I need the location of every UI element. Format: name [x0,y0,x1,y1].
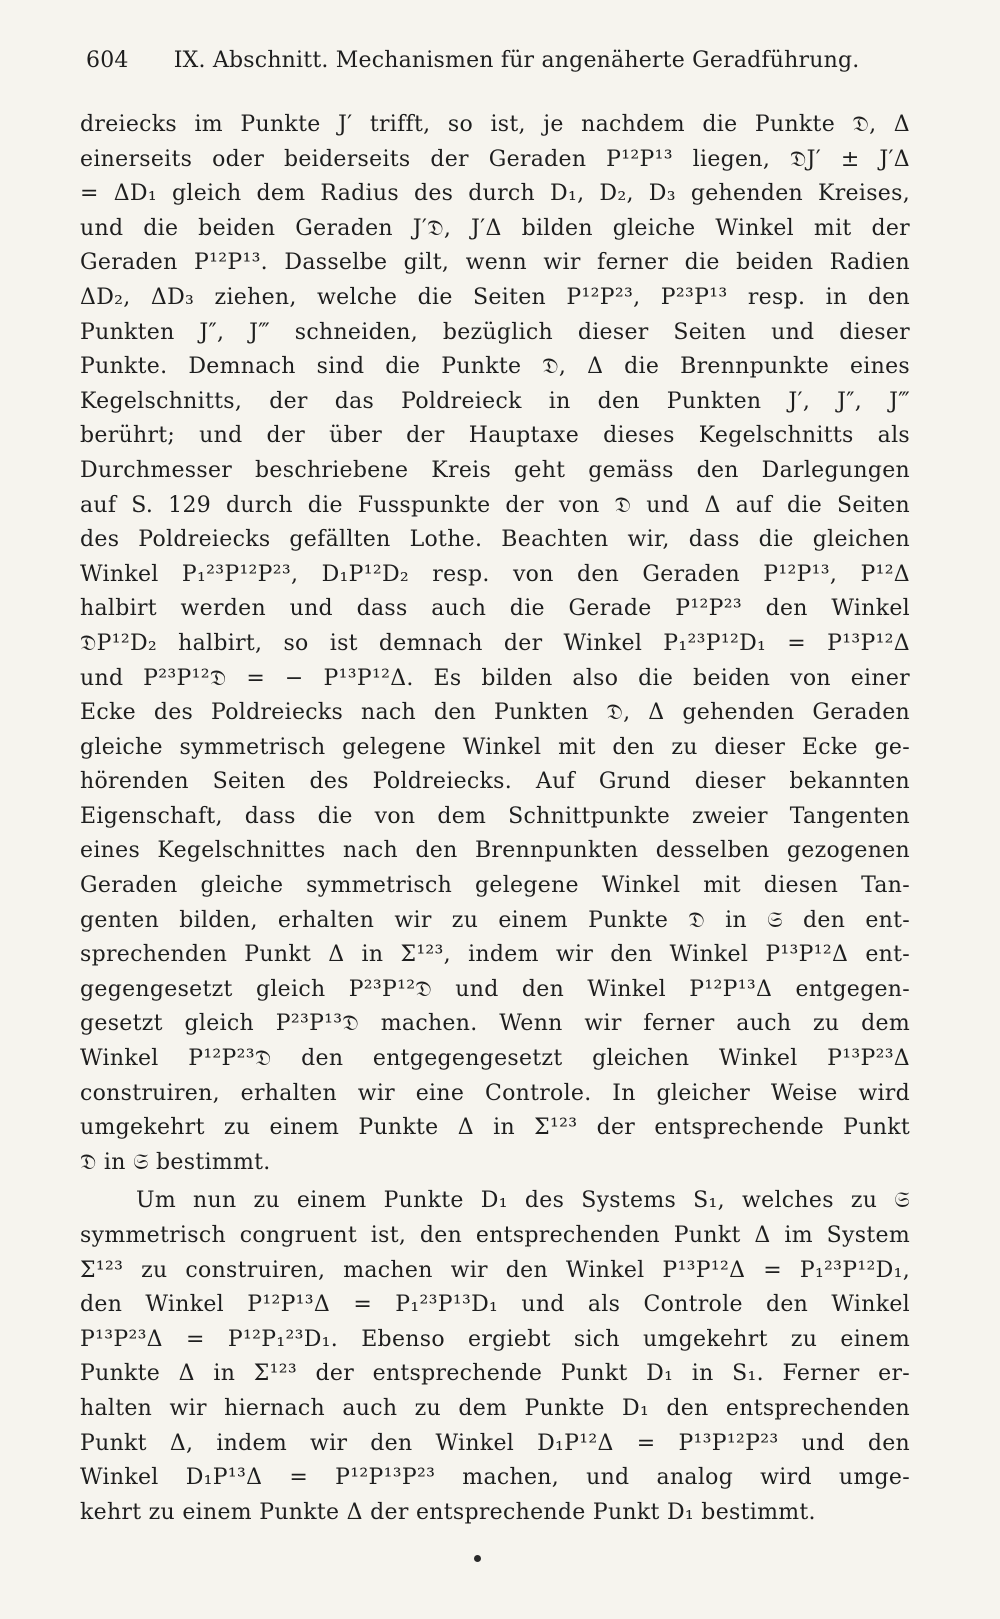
text-line: und P²³P¹²𝔇 = − P¹³P¹²Δ. Es bilden also die beiden von einer [80,665,910,691]
text-line: dreiecks im Punkte J′ trifft, so ist, je nachdem die Punkte 𝔇, Δ [80,112,910,137]
text-line: berührt; und der über der Hauptaxe dieses Kegelschnitts als [80,423,910,449]
text-line: Punkte Δ in Σ¹²³ der entsprechende Punkt D₁ in S₁. Ferner er- [80,1361,910,1387]
text-line: genten bilden, erhalten wir zu einem Punkte 𝔇 in 𝔖 den ent- [80,907,910,933]
text-line: Punkte. Demnach sind die Punkte 𝔇, Δ die Brennpunkte eines [80,354,910,380]
text-line: Durchmesser beschriebene Kreis geht gemäss den Darlegungen [80,457,910,483]
text-line: ΔD₂, ΔD₃ ziehen, welche die Seiten P¹²P²³, P²³P¹³ resp. in den [80,284,910,310]
text-line: Punkt Δ, indem wir den Winkel D₁P¹²Δ = P¹³P¹²P²³ und den [80,1430,910,1456]
paragraph-start-line: Um nun zu einem Punkte D₁ des Systems S₁, welches zu 𝔖 [136,1188,910,1214]
text-line: Ecke des Poldreiecks nach den Punkten 𝔇, Δ gehenden Geraden [80,700,910,726]
ink-speck [474,1555,481,1562]
text-line: Winkel P¹²P²³𝔇 den entgegengesetzt gleichen Winkel P¹³P²³Δ [80,1046,910,1072]
text-line: Winkel P₁²³P¹²P²³, D₁P¹²D₂ resp. von den Geraden P¹²P¹³, P¹²Δ [80,561,910,587]
text-line: construiren, erhalten wir eine Controle. In gleicher Weise wird [80,1080,910,1106]
paragraph-end-line: 𝔇 in 𝔖 bestimmt. [80,1149,271,1175]
text-line: eines Kegelschnittes nach den Brennpunkten desselben gezogenen [80,838,910,864]
running-header [86,48,859,73]
text-line: symmetrisch congruent ist, den entsprechenden Punkt Δ im System [80,1223,910,1248]
text-line: gesetzt gleich P²³P¹³𝔇 machen. Wenn wir ferner auch zu dem [80,1011,910,1037]
page-number: 604 [86,48,129,73]
text-line: gleiche symmetrisch gelegene Winkel mit den zu dieser Ecke ge- [80,734,910,760]
text-line: auf S. 129 durch die Fusspunkte der von 𝔇 und Δ auf die Seiten [80,492,910,518]
text-line: Σ¹²³ zu construiren, machen wir den Winkel P¹³P¹²Δ = P₁²³P¹²D₁, [80,1257,910,1283]
text-line: gegengesetzt gleich P²³P¹²𝔇 und den Winkel P¹²P¹³Δ entgegen- [80,976,910,1002]
text-line: halbirt werden und dass auch die Gerade P¹²P²³ den Winkel [80,596,910,622]
text-line: Punkten J″, J‴ schneiden, bezüglich dieser Seiten und dieser [80,319,910,345]
text-line: Geraden gleiche symmetrisch gelegene Winkel mit diesen Tan- [80,873,910,899]
page-body [80,108,910,1530]
running-title: IX. Abschnitt. Mechanismen für angenäherte Geradführung. [173,48,860,73]
text-line: P¹³P²³Δ = P¹²P₁²³D₁. Ebenso ergiebt sich umgekehrt zu einem [80,1326,910,1352]
text-line: Eigenschaft, dass die von dem Schnittpunkte zweier Tangenten [80,803,910,829]
text-line: = ΔD₁ gleich dem Radius des durch D₁, D₂, D₃ gehenden Kreises, [80,181,910,207]
text-line: hörenden Seiten des Poldreiecks. Auf Grund dieser bekannten [80,769,910,795]
text-line: halten wir hiernach auch zu dem Punkte D₁ den entsprechenden [80,1395,910,1421]
text-line: des Poldreiecks gefällten Lothe. Beachten wir, dass die gleichen [80,527,910,553]
paragraph-end-line: kehrt zu einem Punkte Δ der entsprechende Punkt D₁ bestimmt. [80,1499,816,1525]
text-line: sprechenden Punkt Δ in Σ¹²³, indem wir den Winkel P¹³P¹²Δ ent- [80,942,910,968]
text-line: den Winkel P¹²P¹³Δ = P₁²³P¹³D₁ und als Controle den Winkel [80,1292,910,1318]
text-line: Winkel D₁P¹³Δ = P¹²P¹³P²³ machen, und analog wird umge- [80,1465,910,1491]
text-line: und die beiden Geraden J′𝔇, J′Δ bilden gleiche Winkel mit der [80,215,910,241]
text-line: umgekehrt zu einem Punkte Δ in Σ¹²³ der entsprechende Punkt [80,1115,910,1141]
text-line: Geraden P¹²P¹³. Dasselbe gilt, wenn wir ferner die beiden Radien [80,250,910,276]
text-line: 𝔇P¹²D₂ halbirt, so ist demnach der Winkel P₁²³P¹²D₁ = P¹³P¹²Δ [80,630,910,656]
text-line: Kegelschnitts, der das Poldreieck in den Punkten J′, J″, J‴ [80,388,910,414]
text-line: einerseits oder beiderseits der Geraden P¹²P¹³ liegen, 𝔇J′ ± J′Δ [80,146,910,172]
